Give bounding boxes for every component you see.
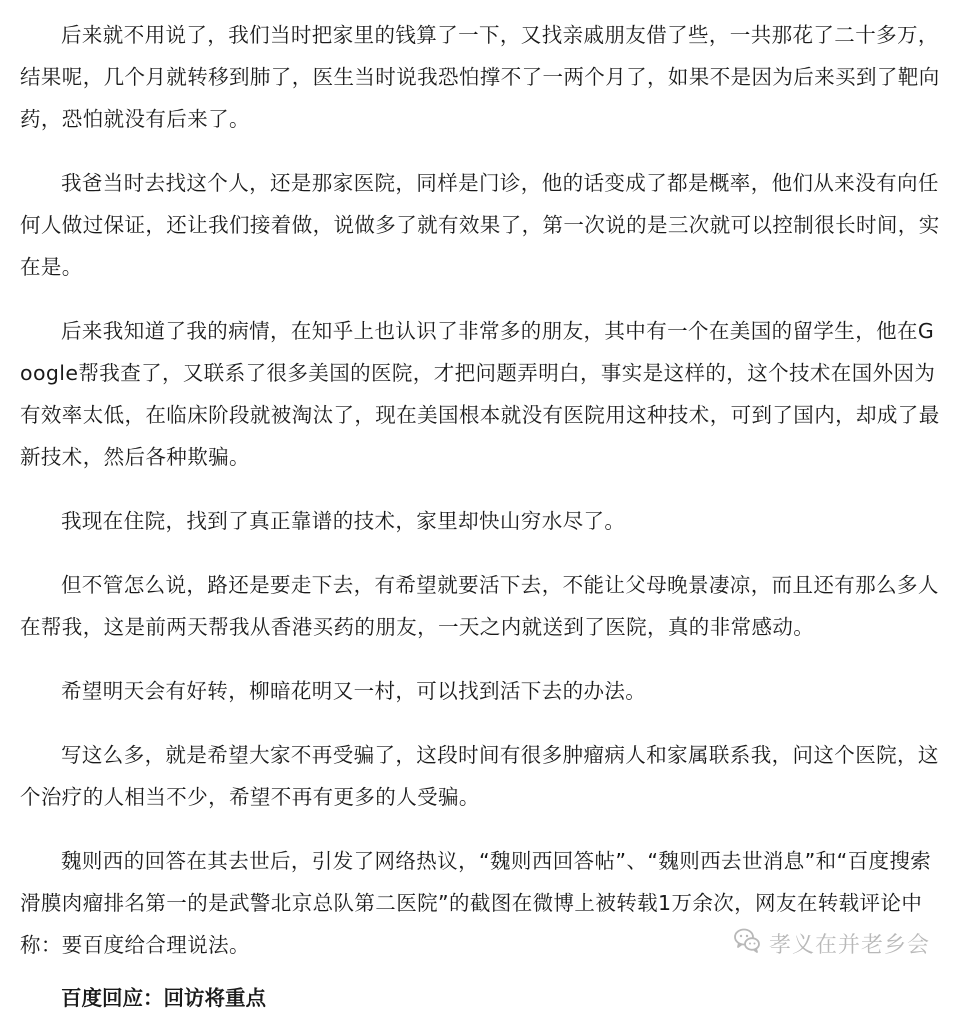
watermark [733, 926, 930, 960]
paragraph-5: 但不管怎么说，路还是要走下去，有希望就要活下去，不能让父母晚景凄凉，而且还有那么多人在帮我，这是前两天帮我从香港买药的朋友，一天之内就送到了医院，真的非常感动。 [20, 573, 939, 639]
paragraph-7: 写这么多，就是希望大家不再受骗了，这段时间有很多肿瘤病人和家属联系我，问这个医院，这个治疗的人相当不少，希望不再有更多的人受骗。 [20, 743, 939, 809]
watermark-text: 孝义在并老乡会 [768, 932, 930, 958]
paragraph-3: 后来我知道了我的病情，在知乎上也认识了非常多的朋友，其中有一个在美国的留学生，他在Google帮我查了，又联系了很多美国的医院，才把问题弄明白，事实是这样的，这个技术在国外因为有效率太低，在临床阶段就被淘汰了，现在美国根本就没有医院用这种技术，可到了国内，却成了最新技术，然后各种欺骗。 [20, 319, 940, 469]
article-body [20, 14, 940, 988]
paragraph-1: 后来就不用说了，我们当时把家里的钱算了一下，又找亲戚朋友借了些，一共那花了二十多万，结果呢，几个月就转移到肺了，医生当时说我恐怕撑不了一两个月了，如果不是因为后来买到了靶向药，恐怕就没有后来了。 [20, 23, 940, 131]
wechat-icon [733, 926, 761, 960]
cut-off-heading: 百度回应：回访将重点 [61, 986, 266, 1010]
paragraph-4: 我现在住院，找到了真正靠谱的技术，家里却快山穷水尽了。 [61, 509, 626, 533]
paragraph-8: 魏则西的回答在其去世后，引发了网络热议，“魏则西回答帖”、“魏则西去世消息”和“百度搜索滑膜肉瘤排名第一的是武警北京总队第二医院”的截图在微博上被转载1万余次，网友在转载评论中称：要百度给合理说法。 [20, 849, 932, 957]
paragraph-6: 希望明天会有好转，柳暗花明又一村，可以找到活下去的办法。 [61, 679, 647, 703]
paragraph-2: 我爸当时去找这个人，还是那家医院，同样是门诊，他的话变成了都是概率，他们从来没有向任何人做过保证，还让我们接着做，说做多了就有效果了，第一次说的是三次就可以控制很长时间，实在是。 [20, 171, 940, 279]
